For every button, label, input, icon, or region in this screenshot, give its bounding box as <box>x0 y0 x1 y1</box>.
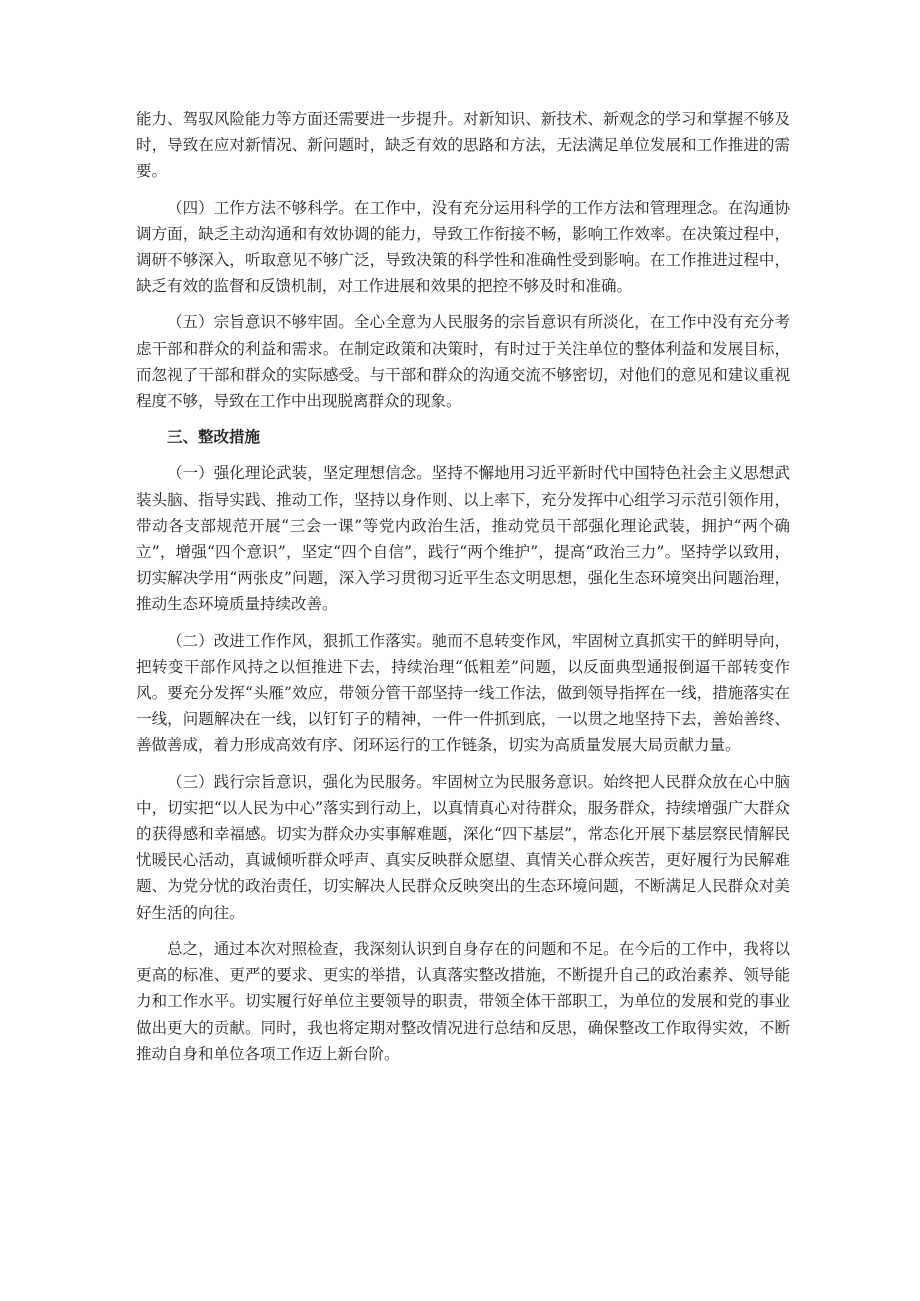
paragraph-item-five: （五）宗旨意识不够牢固。全心全意为人民服务的宗旨意识有所淡化，在工作中没有充分考虑干部和群众的利益和需求。在制定政策和决策时，有时过于关注单位的整体利益和发展目标，而忽视了干部和群众的实际感受。与干部和群众的沟通交流不够密切，对他们的意见和建议重视程度不够，导致在工作中出现脱离群众的现象。 <box>136 313 790 411</box>
section-heading: 三、整改措施 <box>167 428 261 447</box>
paragraph-continuation: 能力、驾驭风险能力等方面还需要进一步提升。对新知识、新技术、新观念的学习和掌握不够及时，导致在应对新情况、新问题时，缺乏有效的思路和方法，无法满足单位发展和工作推进的需要。 <box>136 110 790 181</box>
paragraph-item-four: （四）工作方法不够科学。在工作中，没有充分运用科学的工作方法和管理理念。在沟通协调方面，缺乏主动沟通和有效协调的能力，导致工作衔接不畅，影响工作效率。在决策过程中，调研不够深入，听取意见不够广泛，导致决策的科学性和准确性受到影响。在工作推进过程中，缺乏有效的监督和反馈机制，对工作进展和效果的把控不够及时和准确。 <box>136 198 790 296</box>
paragraph-measure-three: （三）践行宗旨意识，强化为民服务。牢固树立为民服务意识。始终把人民群众放在心中脑中，切实把“以人民为中心”落实到行动上，以真情真心对待群众，服务群众，持续增强广大群众的获得感和幸福感。切实为群众办实事解难题，深化“四下基层”，常态化开展下基层察民情解民忧暖民心活动，真诚倾听群众呼声、真实反映群众愿望、真情关心群众疾苦，更好履行为民解难题、为党分忧的政治责任，切实解决人民群众反映突出的生态环境问题，不断满足人民群众对美好生活的向往。 <box>136 772 790 922</box>
paragraph-measure-two: （二）改进工作作风，狠抓工作落实。驰而不息转变作风，牢固树立真抓实干的鲜明导向，把转变干部作风持之以恒推进下去，持续治理“低粗差”问题，以反面典型通报倒逼干部转变作风。要充分发挥“头雁”效应，带领分管干部坚持一线工作法，做到领导指挥在一线，措施落实在一线，问题解决在一线，以钉钉子的精神，一件一件抓到底，一以贯之地坚持下去，善始善终、善做善成，着力形成高效有序、闭环运行的工作链条，切实为高质量发展大局贡献力量。 <box>136 631 790 755</box>
document-page <box>136 106 790 1077</box>
paragraph-conclusion: 总之，通过本次对照检查，我深刻认识到自身存在的问题和不足。在今后的工作中，我将以更高的标准、更严的要求、更实的举措，认真落实整改措施，不断提升自己的政治素养、领导能力和工作水平。切实履行好单位主要领导的职责，带领全体干部职工，为单位的发展和党的事业做出更大的贡献。同时，我也将定期对整改情况进行总结和反思，确保整改工作取得实效，不断推动自身和单位各项工作迈上新台阶。 <box>136 939 790 1063</box>
paragraph-measure-one: （一）强化理论武装，坚定理想信念。坚持不懈地用习近平新时代中国特色社会主义思想武装头脑、指导实践、推动工作，坚持以身作则、以上率下，充分发挥中心组学习示范引领作用，带动各支部规范开展“三会一课”等党内政治生活，推动党员干部强化理论武装，拥护“两个确立”，增强“四个意识”，坚定“四个自信”，践行“两个维护”，提高“政治三力”。坚持学以致用，切实解决学用“两张皮”问题，深入学习贯彻习近平生态文明思想，强化生态环境突出问题治理，推动生态环境质量持续改善。 <box>136 464 790 614</box>
